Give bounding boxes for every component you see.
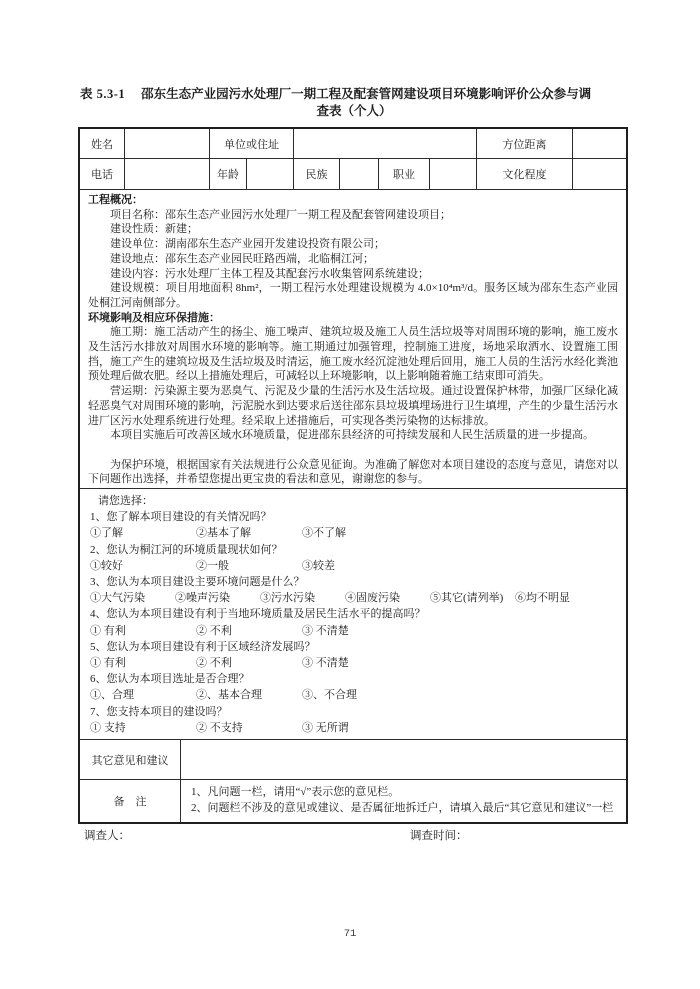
question-5-options (90, 655, 616, 671)
question-6-text: 6、您认为本项目选址是否合理？ (90, 673, 250, 686)
education-label-cell: 文化程度 (477, 159, 573, 189)
option-item: ② 不支持 (196, 721, 243, 734)
survey-questions-section (80, 489, 626, 740)
page-number: 71 (343, 928, 357, 940)
overview-item: 建设规模：项目用地面积 8hm²，一期工程污水处理建设规模为 4.0×10⁴m³/d。服务区域为邵东生态产业园处桐江河南侧部分。 (88, 282, 618, 309)
overview-item: 建设地点：邵东生态产业园民旺路西端，北临桐江河； (110, 252, 374, 265)
unit-address-label-cell: 单位或住址 (210, 129, 294, 158)
remark-content (181, 780, 626, 822)
distance-value-cell (573, 129, 626, 158)
question-6-options (90, 687, 616, 703)
surveyor-label: 调查人： (84, 830, 130, 842)
option-item: ③ 无所谓 (302, 721, 349, 734)
option-item: ①、合理 (90, 689, 134, 702)
option-item: ① 支持 (90, 721, 126, 734)
occupation-label-cell: 职业 (379, 159, 430, 189)
option-item: ①较好 (90, 559, 123, 572)
question-7-text: 7、您支持本项目的建设吗？ (90, 705, 228, 718)
question-3-options (90, 590, 616, 606)
impact-paragraph-invitation: 为保护环境，根据国家有关法规进行公众意见征询。为准确了解您对本项目建设的态度与意见，请您对以下问题作出选择，并希望您提出更宝贵的看法和意见，谢谢您的参与。 (88, 458, 618, 486)
overview-item: 项目名称：邵东生态产业园污水处理厂一期工程及配套管网建设项目； (110, 208, 451, 221)
title-text: 邵东生态产业园污水处理厂一期工程及配套管网建设项目环境影响评价公众参与调 (141, 87, 592, 101)
option-item: ③ 不清楚 (302, 624, 349, 637)
question-2-text: 2、您认为桐江河的环境质量现状如何？ (90, 543, 283, 556)
age-label-cell: 年龄 (210, 159, 247, 189)
impact-paragraph-benefit: 本项目实施后可改善区域水环境质量，促进邵东县经济的可持续发展和人民生活质量的进一步提高。 (110, 429, 594, 442)
survey-time-label: 调查时间： (410, 830, 468, 842)
overview-item: 建设单位：湖南邵东生态产业园开发建设投资有限公司； (110, 238, 385, 251)
option-item: ② 不利 (196, 657, 232, 670)
name-value-cell (125, 129, 210, 158)
option-item: ①大气污染 (90, 592, 145, 605)
question-4-options (90, 623, 616, 639)
other-opinion-value-cell (181, 740, 626, 779)
page-title (80, 86, 628, 120)
survey-intro: 请您选择： (98, 495, 153, 507)
table-number-label: 表 5.3-1 (80, 87, 126, 101)
question-2-options (90, 558, 616, 574)
overview-item: 建设性质：新建； (110, 223, 198, 236)
remark-line: 2、问题栏不涉及的意见或建议、是否属征地拆迁户，请填入最后“其它意见和建议”一栏 (191, 802, 614, 814)
option-item: ②噪声污染 (175, 592, 230, 605)
option-item: ⑥均不明显 (515, 592, 570, 605)
option-item: ③ 不清楚 (302, 657, 349, 670)
age-value-cell (247, 159, 294, 189)
education-value-cell (573, 159, 626, 189)
option-item: ③污水污染 (260, 592, 315, 605)
question-4-text: 4、您认为本项目建设有利于当地环境质量及居民生活水平的提高吗？ (90, 608, 426, 621)
title-line-2: 查表（个人） (316, 104, 392, 118)
question-3-text: 3、您认为本项目建设主要环境问题是什么？ (90, 576, 305, 589)
phone-value-cell (125, 159, 210, 189)
occupation-value-cell (430, 159, 477, 189)
option-item: ②一般 (196, 559, 229, 572)
other-opinion-label: 其它意见和建议 (80, 740, 181, 779)
option-item: ③较差 (302, 559, 335, 572)
unit-address-value-cell (294, 129, 477, 158)
footer-line (84, 827, 628, 843)
info-row-2 (80, 159, 626, 190)
impact-paragraph-construction: 施工期：施工活动产生的扬尘、施工噪声、建筑垃圾及施工人员生活垃圾等对周围环境的影响，施工废水及生活污水排放对周围水环境的影响等。施工期通过加强管理，控制施工进度，场地采取洒水、设置施工围挡，施工产生的建筑垃圾及生活垃圾及时清运，施工废水经沉淀池处理后回用，施工人员的生活污水经化粪池预处理后做农肥。经以上措施处理后，可减轻以上环境影响，以上影响随着施工结束即可消失。 (88, 326, 618, 383)
phone-label-cell: 电话 (80, 159, 125, 189)
ethnicity-label-cell: 民族 (294, 159, 340, 189)
option-item: ② 不利 (196, 624, 232, 637)
name-label-cell: 姓名 (80, 129, 125, 158)
title-line-1 (80, 86, 628, 103)
option-item: ①了解 (90, 527, 123, 540)
option-item: ③、不合理 (302, 689, 357, 702)
option-item: ⑤其它(请列举) (430, 592, 504, 605)
option-item: ②基本了解 (196, 527, 251, 540)
impact-paragraph-operation: 营运期：污染源主要为恶臭气、污泥及少量的生活污水及生活垃圾。通过设置保护林带，加强厂区绿化减轻恶臭气对周围环境的影响，污泥脱水到达要求后送往邵东县垃圾填埋场进行卫生填埋，产生的少量生活污水进厂区污水处理系统进行处理。经采取上述措施后，可实现各类污染物的达标排放。 (88, 385, 618, 427)
overview-item: 建设内容：污水处理厂主体工程及其配套污水收集管网系统建设； (110, 267, 429, 280)
question-1-options (90, 525, 616, 541)
impact-heading: 环境影响及相应环保措施： (88, 311, 220, 324)
question-7-options (90, 720, 616, 736)
question-5-text: 5、您认为本项目建设有利于区域经济发展吗？ (90, 640, 316, 653)
remark-label: 备 注 (80, 780, 181, 822)
remark-row (80, 780, 626, 822)
option-item: ① 有利 (90, 657, 126, 670)
info-row-1 (80, 129, 626, 159)
option-item: ① 有利 (90, 624, 126, 637)
option-item: ④固废污染 (345, 592, 400, 605)
overview-heading: 工程概况： (88, 194, 143, 206)
other-opinion-row (80, 740, 626, 780)
ethnicity-value-cell (340, 159, 379, 189)
distance-label-cell: 方位距离 (477, 129, 573, 158)
option-item: ②、基本合理 (196, 689, 262, 702)
survey-form-table (78, 127, 628, 824)
option-item: ③不了解 (302, 527, 346, 540)
spacer (88, 443, 618, 458)
remark-line: 1、凡问题一栏，请用“√”表示您的意见栏。 (191, 786, 400, 798)
question-1-text: 1、您了解本项目建设的有关情况吗？ (90, 511, 272, 524)
project-overview-section (80, 190, 626, 489)
